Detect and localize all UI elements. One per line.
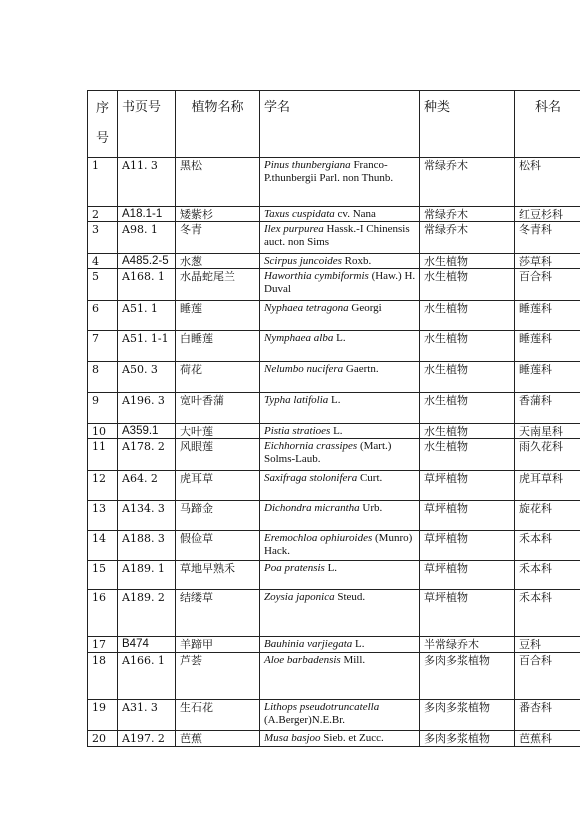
cell-name: 芦荟 bbox=[176, 653, 260, 700]
cell-page: A98. 1 bbox=[118, 222, 176, 254]
table-row bbox=[88, 561, 580, 590]
cell-sci bbox=[260, 393, 420, 424]
cell-category: 水生植物 bbox=[420, 393, 515, 424]
table-row bbox=[88, 531, 580, 561]
header-sci: 学名 bbox=[260, 91, 420, 158]
cell-name: 假俭草 bbox=[176, 531, 260, 561]
cell-category: 水生植物 bbox=[420, 301, 515, 331]
sci-genus-species: Aloe barbadensis bbox=[264, 654, 341, 666]
cell-seq: 7 bbox=[88, 331, 118, 362]
table-row bbox=[88, 501, 580, 531]
cell-sci bbox=[260, 269, 420, 301]
cell-family: 天南星科 bbox=[515, 424, 580, 439]
table-row bbox=[88, 207, 580, 222]
header-name: 植物名称 bbox=[176, 91, 260, 158]
sci-genus-species: Zoysia japonica bbox=[264, 591, 335, 603]
sci-author: L. bbox=[333, 332, 346, 344]
cell-category: 常绿乔木 bbox=[420, 207, 515, 222]
cell-sci bbox=[260, 637, 420, 653]
cell-family: 禾本科 bbox=[515, 531, 580, 561]
cell-seq: 14 bbox=[88, 531, 118, 561]
cell-family: 芭蕉科 bbox=[515, 731, 580, 747]
cell-family: 香蒲科 bbox=[515, 393, 580, 424]
cell-name: 荷花 bbox=[176, 362, 260, 393]
cell-name: 白睡莲 bbox=[176, 331, 260, 362]
cell-family: 豆科 bbox=[515, 637, 580, 653]
cell-name: 生石花 bbox=[176, 700, 260, 731]
sci-genus-species: Typha latifolia bbox=[264, 394, 329, 406]
cell-category: 常绿乔木 bbox=[420, 222, 515, 254]
cell-sci bbox=[260, 424, 420, 439]
cell-name: 草地早熟禾 bbox=[176, 561, 260, 590]
cell-seq: 20 bbox=[88, 731, 118, 747]
cell-page: A196. 3 bbox=[118, 393, 176, 424]
cell-name: 芭蕉 bbox=[176, 731, 260, 747]
sci-genus-species: Pinus thunbergiana bbox=[264, 159, 351, 171]
cell-category: 常绿乔木 bbox=[420, 158, 515, 207]
table-row bbox=[88, 731, 580, 747]
cell-family: 睡莲科 bbox=[515, 301, 580, 331]
cell-family: 百合科 bbox=[515, 269, 580, 301]
sci-author: Sieb. et Zucc. bbox=[320, 732, 384, 744]
sci-genus-species: Bauhinia varjiegata bbox=[264, 638, 353, 650]
cell-sci bbox=[260, 362, 420, 393]
sci-genus-species: Nymphaea alba bbox=[264, 332, 334, 344]
cell-category: 水生植物 bbox=[420, 254, 515, 269]
table-row bbox=[88, 439, 580, 471]
table-row bbox=[88, 424, 580, 439]
cell-category: 半常绿乔木 bbox=[420, 637, 515, 653]
cell-category: 水生植物 bbox=[420, 439, 515, 471]
cell-name: 水葱 bbox=[176, 254, 260, 269]
cell-seq: 3 bbox=[88, 222, 118, 254]
cell-seq: 12 bbox=[88, 471, 118, 501]
cell-sci bbox=[260, 700, 420, 731]
cell-page: A134. 3 bbox=[118, 501, 176, 531]
table-row bbox=[88, 653, 580, 700]
cell-seq: 1 bbox=[88, 158, 118, 207]
sci-author: Urb. bbox=[359, 502, 383, 514]
sci-author: L. bbox=[324, 562, 338, 574]
header-row bbox=[88, 91, 580, 158]
cell-name: 冬青 bbox=[176, 222, 260, 254]
sci-author: L. bbox=[352, 638, 365, 650]
cell-sci bbox=[260, 207, 420, 222]
cell-page: A11. 3 bbox=[118, 158, 176, 207]
cell-family: 睡莲科 bbox=[515, 362, 580, 393]
sci-genus-species: Pistia stratioes bbox=[264, 425, 331, 437]
sci-author: (A.Berger)N.E.Br. bbox=[264, 714, 346, 726]
cell-category: 水生植物 bbox=[420, 362, 515, 393]
cell-sci bbox=[260, 331, 420, 362]
cell-sci bbox=[260, 531, 420, 561]
cell-name: 宽叶香蒲 bbox=[176, 393, 260, 424]
sci-author: Georgi bbox=[348, 302, 382, 314]
cell-category: 草坪植物 bbox=[420, 590, 515, 637]
sci-author: Gaertn. bbox=[343, 363, 379, 375]
sci-author: Steud. bbox=[334, 591, 366, 603]
cell-name: 结缕草 bbox=[176, 590, 260, 637]
sci-genus-species: Dichondra micrantha bbox=[264, 502, 360, 514]
cell-category: 水生植物 bbox=[420, 269, 515, 301]
cell-seq: 2 bbox=[88, 207, 118, 222]
cell-page: B474 bbox=[118, 637, 176, 653]
header-seq: 序号 bbox=[88, 91, 118, 158]
table-row bbox=[88, 471, 580, 501]
sci-author: (Munro) Hack. bbox=[264, 532, 413, 557]
sci-author: L. bbox=[328, 394, 341, 406]
sci-author: Roxb. bbox=[341, 255, 372, 267]
sci-genus-species: Scirpus juncoides bbox=[264, 255, 342, 267]
table-row bbox=[88, 222, 580, 254]
header-family: 科名 bbox=[515, 91, 580, 158]
cell-category: 草坪植物 bbox=[420, 471, 515, 501]
table-row bbox=[88, 362, 580, 393]
cell-family: 百合科 bbox=[515, 653, 580, 700]
cell-seq: 18 bbox=[88, 653, 118, 700]
sci-author: Mill. bbox=[340, 654, 366, 666]
cell-category: 草坪植物 bbox=[420, 501, 515, 531]
cell-page: A31. 3 bbox=[118, 700, 176, 731]
cell-seq: 16 bbox=[88, 590, 118, 637]
sci-genus-species: Saxifraga stolonifera bbox=[264, 472, 358, 484]
cell-family: 松科 bbox=[515, 158, 580, 207]
cell-name: 羊蹄甲 bbox=[176, 637, 260, 653]
cell-seq: 13 bbox=[88, 501, 118, 531]
cell-sci bbox=[260, 254, 420, 269]
sci-author: Curt. bbox=[357, 472, 383, 484]
cell-name: 水晶蛇尾兰 bbox=[176, 269, 260, 301]
cell-seq: 19 bbox=[88, 700, 118, 731]
cell-family: 冬青科 bbox=[515, 222, 580, 254]
cell-name: 睡莲 bbox=[176, 301, 260, 331]
cell-sci bbox=[260, 561, 420, 590]
cell-family: 雨久花科 bbox=[515, 439, 580, 471]
cell-page: A64. 2 bbox=[118, 471, 176, 501]
cell-seq: 8 bbox=[88, 362, 118, 393]
cell-sci bbox=[260, 301, 420, 331]
cell-page: A51. 1 bbox=[118, 301, 176, 331]
cell-seq: 10 bbox=[88, 424, 118, 439]
sci-author: Hassk.-I Chinensis auct. non Sims bbox=[264, 223, 410, 248]
cell-page: A168. 1 bbox=[118, 269, 176, 301]
table-body bbox=[88, 158, 580, 747]
cell-category: 草坪植物 bbox=[420, 561, 515, 590]
cell-seq: 4 bbox=[88, 254, 118, 269]
cell-page: A485.2-5 bbox=[118, 254, 176, 269]
cell-name: 矮紫杉 bbox=[176, 207, 260, 222]
sci-author: (Haw.) H. Duval bbox=[264, 270, 416, 295]
cell-page: A359.1 bbox=[118, 424, 176, 439]
header-page: 书页号 bbox=[118, 91, 176, 158]
sci-genus-species: Nelumbo nucifera bbox=[264, 363, 344, 375]
sci-genus-species: Lithops pseudotruncatella bbox=[264, 701, 380, 713]
cell-name: 马蹄金 bbox=[176, 501, 260, 531]
cell-seq: 6 bbox=[88, 301, 118, 331]
cell-category: 多肉多浆植物 bbox=[420, 700, 515, 731]
sci-genus-species: Eichhornia crassipes bbox=[264, 440, 358, 452]
table-row bbox=[88, 331, 580, 362]
table-row bbox=[88, 700, 580, 731]
cell-family: 禾本科 bbox=[515, 561, 580, 590]
cell-sci bbox=[260, 590, 420, 637]
table-row bbox=[88, 269, 580, 301]
cell-page: A188. 3 bbox=[118, 531, 176, 561]
cell-name: 黑松 bbox=[176, 158, 260, 207]
cell-page: A189. 2 bbox=[118, 590, 176, 637]
table-row bbox=[88, 637, 580, 653]
cell-family: 莎草科 bbox=[515, 254, 580, 269]
cell-name: 虎耳草 bbox=[176, 471, 260, 501]
cell-sci bbox=[260, 731, 420, 747]
sci-genus-species: Poa pratensis bbox=[264, 562, 325, 574]
cell-family: 睡莲科 bbox=[515, 331, 580, 362]
cell-page: A18.1-1 bbox=[118, 207, 176, 222]
sci-genus-species: Haworthia cymbiformis bbox=[264, 270, 369, 282]
cell-page: A189. 1 bbox=[118, 561, 176, 590]
sci-genus-species: Musa basjoo bbox=[264, 732, 321, 744]
cell-family: 红豆杉科 bbox=[515, 207, 580, 222]
cell-page: A50. 3 bbox=[118, 362, 176, 393]
cell-seq: 11 bbox=[88, 439, 118, 471]
cell-category: 多肉多浆植物 bbox=[420, 653, 515, 700]
cell-page: A197. 2 bbox=[118, 731, 176, 747]
cell-sci bbox=[260, 158, 420, 207]
sci-author: (Mart.) Solms-Laub. bbox=[264, 440, 392, 465]
cell-name: 大叶莲 bbox=[176, 424, 260, 439]
sci-author: Franco-P.thunbergii Parl. non Thunb. bbox=[264, 159, 394, 184]
cell-category: 水生植物 bbox=[420, 424, 515, 439]
cell-family: 旋花科 bbox=[515, 501, 580, 531]
cell-family: 番杏科 bbox=[515, 700, 580, 731]
cell-category: 多肉多浆植物 bbox=[420, 731, 515, 747]
sci-genus-species: Nyphaea tetragona bbox=[264, 302, 349, 314]
cell-family: 虎耳草科 bbox=[515, 471, 580, 501]
table-row bbox=[88, 393, 580, 424]
cell-seq: 9 bbox=[88, 393, 118, 424]
plant-table bbox=[87, 90, 580, 747]
cell-family: 禾本科 bbox=[515, 590, 580, 637]
cell-sci bbox=[260, 222, 420, 254]
cell-seq: 5 bbox=[88, 269, 118, 301]
table-row bbox=[88, 158, 580, 207]
cell-sci bbox=[260, 471, 420, 501]
table-row bbox=[88, 301, 580, 331]
cell-page: A178. 2 bbox=[118, 439, 176, 471]
cell-seq: 15 bbox=[88, 561, 118, 590]
cell-category: 水生植物 bbox=[420, 331, 515, 362]
cell-category: 草坪植物 bbox=[420, 531, 515, 561]
sci-genus-species: Eremochloa ophiuroides bbox=[264, 532, 373, 544]
cell-sci bbox=[260, 653, 420, 700]
cell-sci bbox=[260, 439, 420, 471]
header-category: 种类 bbox=[420, 91, 515, 158]
sci-genus-species: Taxus cuspidata bbox=[264, 208, 335, 220]
cell-name: 风眼莲 bbox=[176, 439, 260, 471]
sci-author: cv. Nana bbox=[334, 208, 376, 220]
table-row bbox=[88, 590, 580, 637]
cell-page: A51. 1-1 bbox=[118, 331, 176, 362]
cell-page: A166. 1 bbox=[118, 653, 176, 700]
sci-author: L. bbox=[330, 425, 343, 437]
table-row bbox=[88, 254, 580, 269]
cell-sci bbox=[260, 501, 420, 531]
cell-seq: 17 bbox=[88, 637, 118, 653]
sci-genus-species: Ilex purpurea bbox=[264, 223, 324, 235]
